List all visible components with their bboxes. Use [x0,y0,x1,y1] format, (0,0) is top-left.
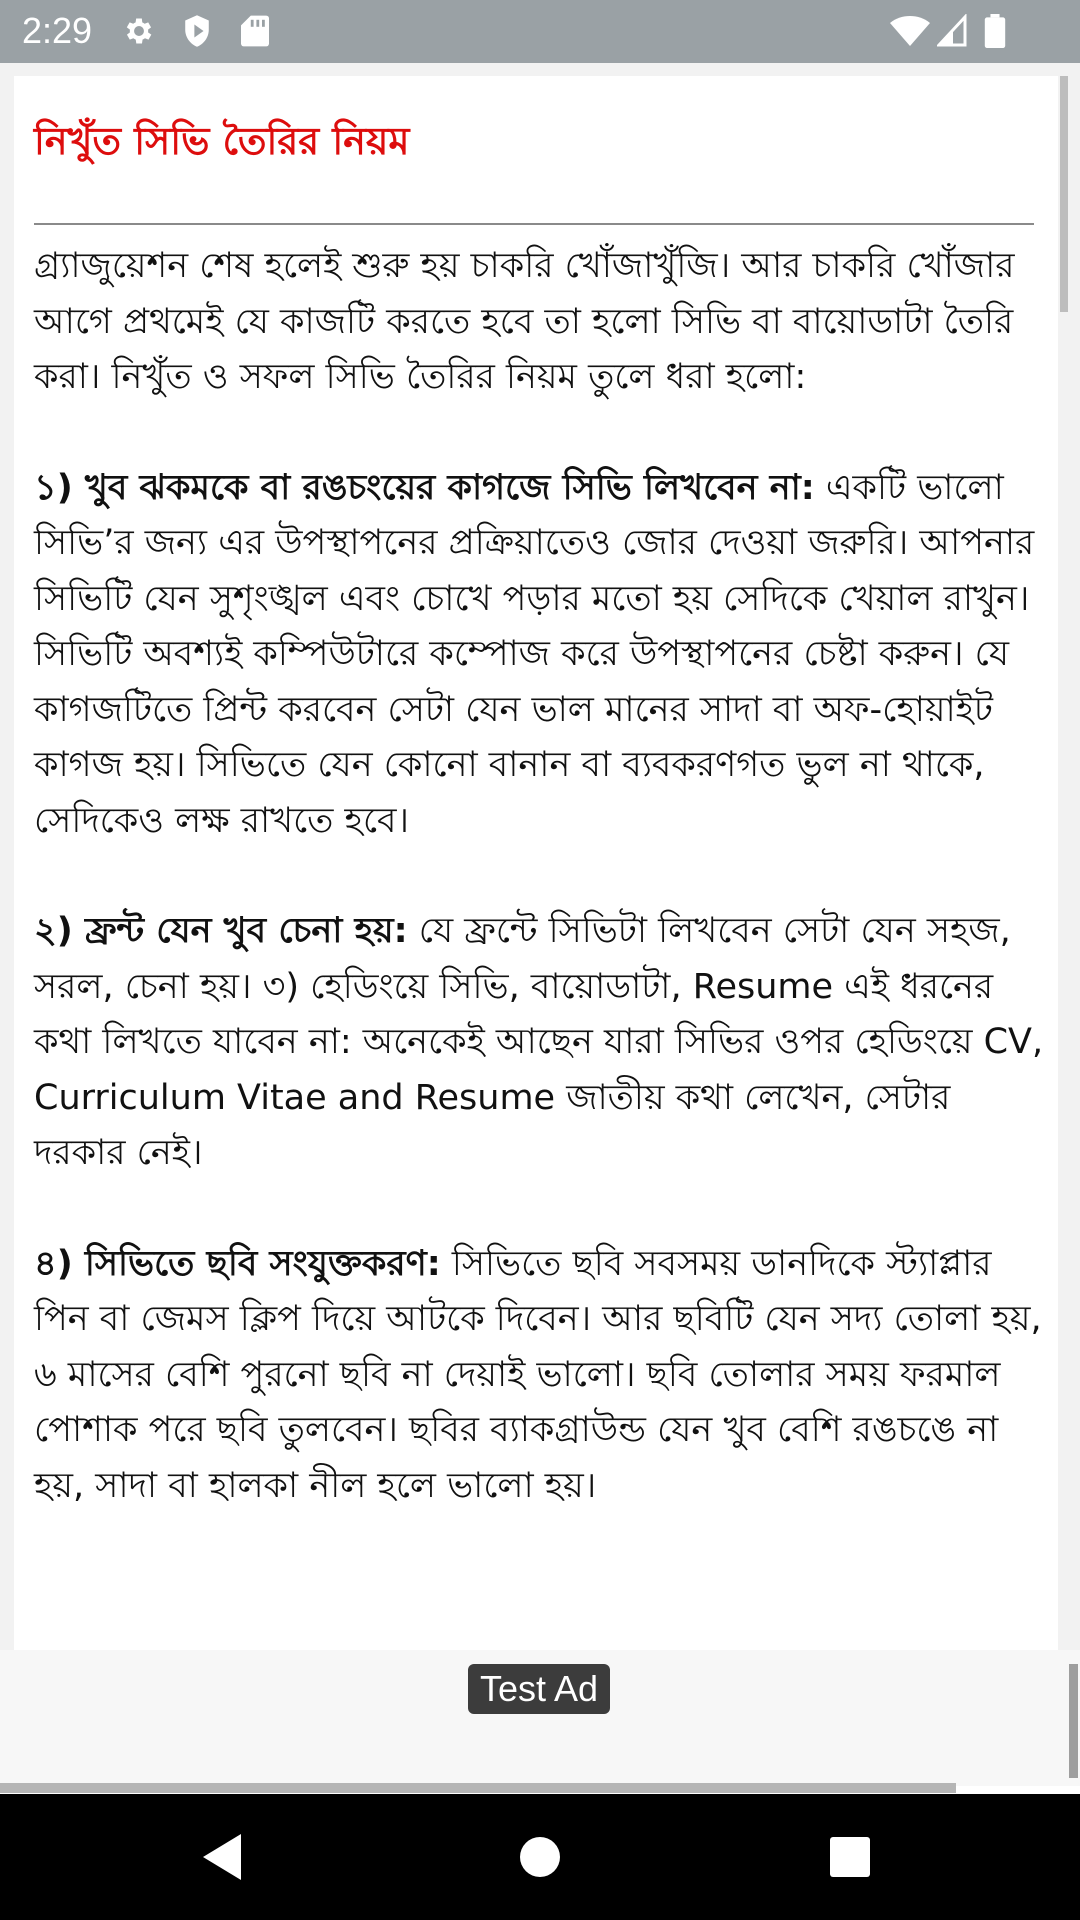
section-text: সিভিতে ছবি সবসময় ডানদিকে স্ট্যাপ্লার পিন বা জেমস ক্লিপ দিয়ে আটকে দিবেন। আর ছবিটি যেন সদ্য তোলা হয়, ৬ মাসের বেশি পুরনো ছবি না দেয়াই ভালো। ছবি তোলার সময় ফরমাল পোশাক পরে ছবি তুলবেন। ছবির ব্যাকগ্রাউন্ড যেন খুব বেশি রঙচঙে না হয়, সাদা বা হালকা নীল হলে ভালো হয়। [34,1243,1042,1506]
article-title: নিখুঁত সিভি তৈরির নিয়ম [34,119,410,163]
horizontal-scrollbar[interactable] [0,1783,956,1793]
status-time: 2:29 [22,10,93,51]
signal-icon [937,14,967,48]
section-paragraph [34,461,1044,850]
vertical-scrollbar[interactable] [1060,76,1068,312]
article-card[interactable] [14,76,1058,1650]
sd-card-icon [241,14,269,48]
gear-icon [122,14,156,48]
back-icon[interactable] [191,1822,261,1892]
section-heading: ৪) সিভিতে ছবি সংযুক্তকরণ: [34,1243,441,1284]
section-heading: ১) খুব ঝকমকে বা রঙচংয়ের কাগজে সিভি লিখবেন না: [34,467,815,508]
shield-icon [181,14,213,48]
article-body [34,239,1044,1569]
status-bar [0,0,1080,63]
section-text: যে ফ্রন্টে সিভিটা লিখবেন সেটা যেন সহজ, সরল, চেনা হয়। ৩) হেডিংয়ে সিভি, বায়োডাটা, Resume এই ধরনের কথা লিখতে যাবেন না: অনেকেই আছেন যারা সিভির ওপর হেডিংয়ে CV, Curriculum Vitae and Resume জাতীয় কথা লেখেন, সেটার দরকার নেই। [34,911,1044,1173]
recents-icon[interactable] [815,1822,885,1892]
home-icon[interactable] [505,1822,575,1892]
title-divider [34,223,1034,225]
wifi-icon [890,14,930,48]
section-paragraph [34,904,1044,1182]
section-heading: ২) ফ্রন্ট যেন খুব চেনা হয়: [34,911,408,951]
ad-scroll-edge [1069,1664,1078,1778]
battery-icon [984,14,1006,48]
intro-paragraph: গ্র্যাজুয়েশন শেষ হলেই শুরু হয় চাকরি খোঁজাখুঁজি। আর চাকরি খোঁজার আগে প্রথমেই যে কাজটি করতে হবে তা হলো সিভি বা বায়োডাটা তৈরি করা। নিখুঁত ও সফল সিভি তৈরির নিয়ম তুলে ধরা হলো: [34,246,1015,397]
section-paragraph [34,1237,1044,1515]
section-text: একটি ভালো সিভি’র জন্য এর উপস্থাপনের প্রক্রিয়াতেও জোর দেওয়া জরুরি। আপনার সিভিটি যেন সুশৃংঙ্খল এবং চোখে পড়ার মতো হয় সেদিকে খেয়াল রাখুন। সিভিটি অবশ্যই কম্পিউটারে কম্পোজ করে উপস্থাপনের চেষ্টা করুন। যে কাগজটিতে প্রিন্ট করবেন সেটা যেন ভাল মানের সাদা বা অফ-হোয়াইট কাগজ হয়। সিভিতে যেন কোনো বানান বা ব্যবকরণগত ভুল না থাকে, সেদিকেও লক্ষ রাখতে হবে। [34,467,1035,841]
test-ad-label[interactable]: Test Ad [468,1664,610,1714]
